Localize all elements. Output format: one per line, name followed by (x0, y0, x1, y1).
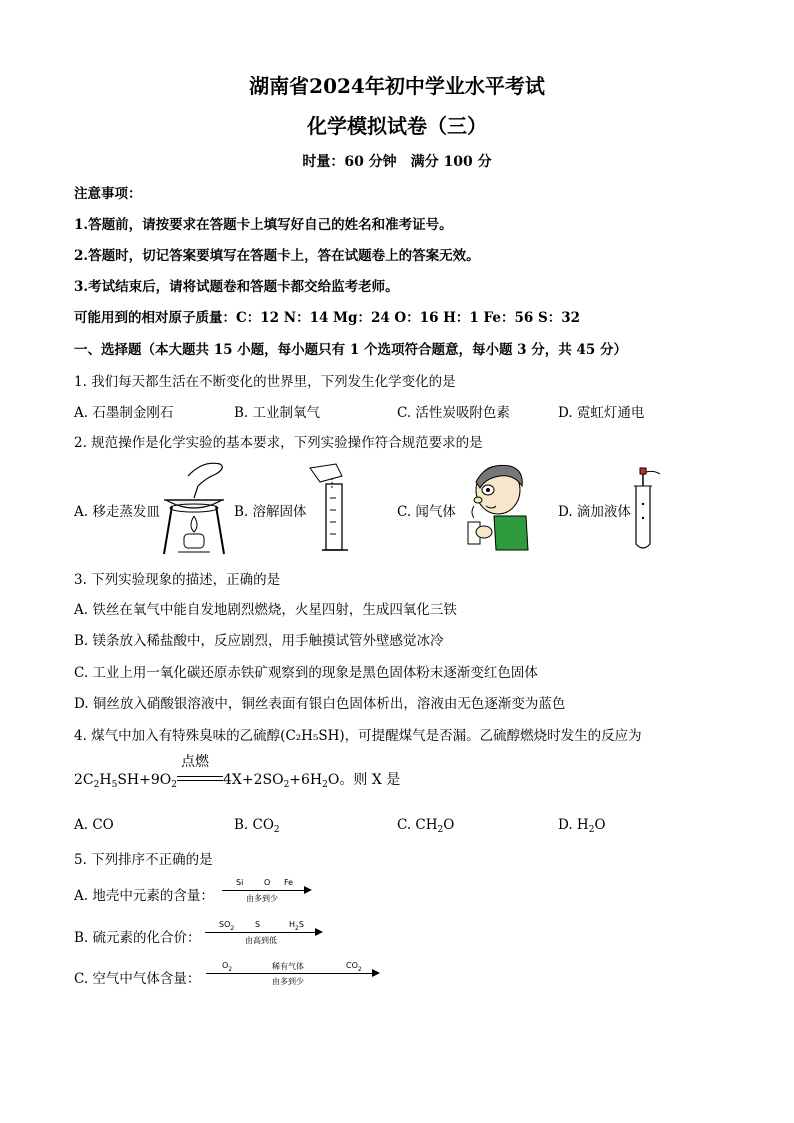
q1-option-b: B. 工业制氧气 (234, 405, 321, 421)
dropping-liquid-illustration (632, 466, 666, 552)
q3-stem: 3. 下列实验现象的描述，正确的是 (74, 572, 281, 588)
q5-c-note: 由多到少 (272, 977, 304, 986)
q2-option-d: D. 滴加液体 (558, 504, 631, 520)
q5-b-item-3: $H_2S$ (289, 920, 304, 932)
atomic-mass-line: 可能用到的相对原子质量：C：12 N：14 Mg：24 O：16 H：1 Fe：56 S：32 (74, 310, 580, 326)
q5-b-item-1: $SO_2$ (219, 920, 235, 932)
q5-a-item-3: Fe (284, 878, 294, 887)
q5-a-item-2: O (264, 878, 271, 887)
q2-stem: 2. 规范操作是化学实验的基本要求，下列实验操作符合规范要求的是 (74, 435, 483, 451)
q1-stem: 1. 我们每天都生活在不断变化的世界里，下列发生化学变化的是 (74, 374, 456, 390)
note-item-1: 1.答题前，请按要求在答题卡上填写好自己的姓名和准考证号。 (74, 217, 453, 233)
smelling-gas-illustration (466, 460, 532, 552)
equation-condition: 点燃 (180, 754, 209, 770)
q1-option-c: C. 活性炭吸附色素 (397, 405, 510, 421)
q2-option-a: A. 移走蒸发皿 (74, 504, 160, 520)
q5-option-b: B. 硫元素的化合价： (74, 930, 201, 946)
q5-b-note: 由高到低 (245, 936, 277, 945)
q5-b-order-arrow (205, 920, 325, 948)
q5-option-c: C. 空气中气体含量： (74, 971, 201, 987)
exam-subtitle: 化学模拟试卷（三） (307, 114, 487, 138)
equation-arrow (177, 754, 223, 785)
q5-c-order-arrow (206, 961, 384, 989)
q2-option-c: C. 闻气体 (397, 504, 456, 520)
equation-tail: 。则 X 是 (339, 772, 401, 788)
q1-option-a: A. 石墨制金刚石 (74, 405, 174, 421)
equation-products: $4X+2SO_2+6H_2O$ (222, 772, 340, 790)
q4-option-c: C. $CH_2O$ (397, 817, 455, 835)
q1-option-d: D. 霓虹灯通电 (558, 405, 645, 421)
q2-option-b: B. 溶解固体 (234, 504, 307, 520)
q5-a-item-1: Si (236, 878, 244, 887)
evaporating-dish-illustration (158, 456, 230, 558)
note-item-3: 3.考试结束后，请将试题卷和答题卡都交给监考老师。 (74, 279, 399, 295)
q4-option-b: B. $CO_2$ (234, 817, 280, 835)
time-info: 时量：60 分钟 满分 100 分 (302, 154, 492, 170)
q3-option-c: C. 工业上用一氧化碳还原赤铁矿观察到的现象是黑色固体粉末逐渐变红色固体 (74, 665, 538, 681)
q4-option-d: D. $H_2O$ (558, 817, 606, 835)
q3-option-a: A. 铁丝在氧气中能自发地剧烈燃烧，火星四射，生成四氧化三铁 (74, 602, 457, 618)
note-item-2: 2.答题时，切记答案要填写在答题卡上，答在试题卷上的答案无效。 (74, 248, 480, 264)
q5-b-item-2: S (255, 920, 261, 929)
q5-c-item-1: $O_2$ (222, 961, 233, 973)
q5-c-item-2: 稀有气体 (272, 962, 304, 971)
q5-c-item-3: $CO_2$ (346, 961, 362, 973)
q5-a-order-arrow (222, 878, 314, 906)
q5-a-note: 由多到少 (246, 894, 278, 903)
q4-stem: 4. 煤气中加入有特殊臭味的乙硫醇(C₂H₅SH)，可提醒煤气是否漏。乙硫醇燃烧时发生的反应为 (74, 728, 642, 744)
dissolving-solid-illustration (306, 462, 356, 554)
equation-reactants: $2C_2H_5SH+9O_2$ (74, 772, 177, 790)
q3-option-b: B. 镁条放入稀盐酸中，反应剧烈，用手触摸试管外壁感觉冰冷 (74, 633, 444, 649)
notes-heading: 注意事项： (74, 186, 142, 202)
q3-option-d: D. 铜丝放入硝酸银溶液中，铜丝表面有银白色固体析出，溶液由无色逐渐变为蓝色 (74, 696, 566, 712)
q4-equation (74, 754, 401, 790)
exam-title: 湖南省2024年初中学业水平考试 (249, 74, 545, 98)
section-heading: 一、选择题（本大题共 15 小题，每小题只有 1 个选项符合题意，每小题 3 分，共 45 分） (74, 342, 627, 358)
q5-stem: 5. 下列排序不正确的是 (74, 852, 213, 868)
q5-option-a: A. 地壳中元素的含量： (74, 888, 214, 904)
q4-option-a: A. CO (74, 817, 114, 833)
